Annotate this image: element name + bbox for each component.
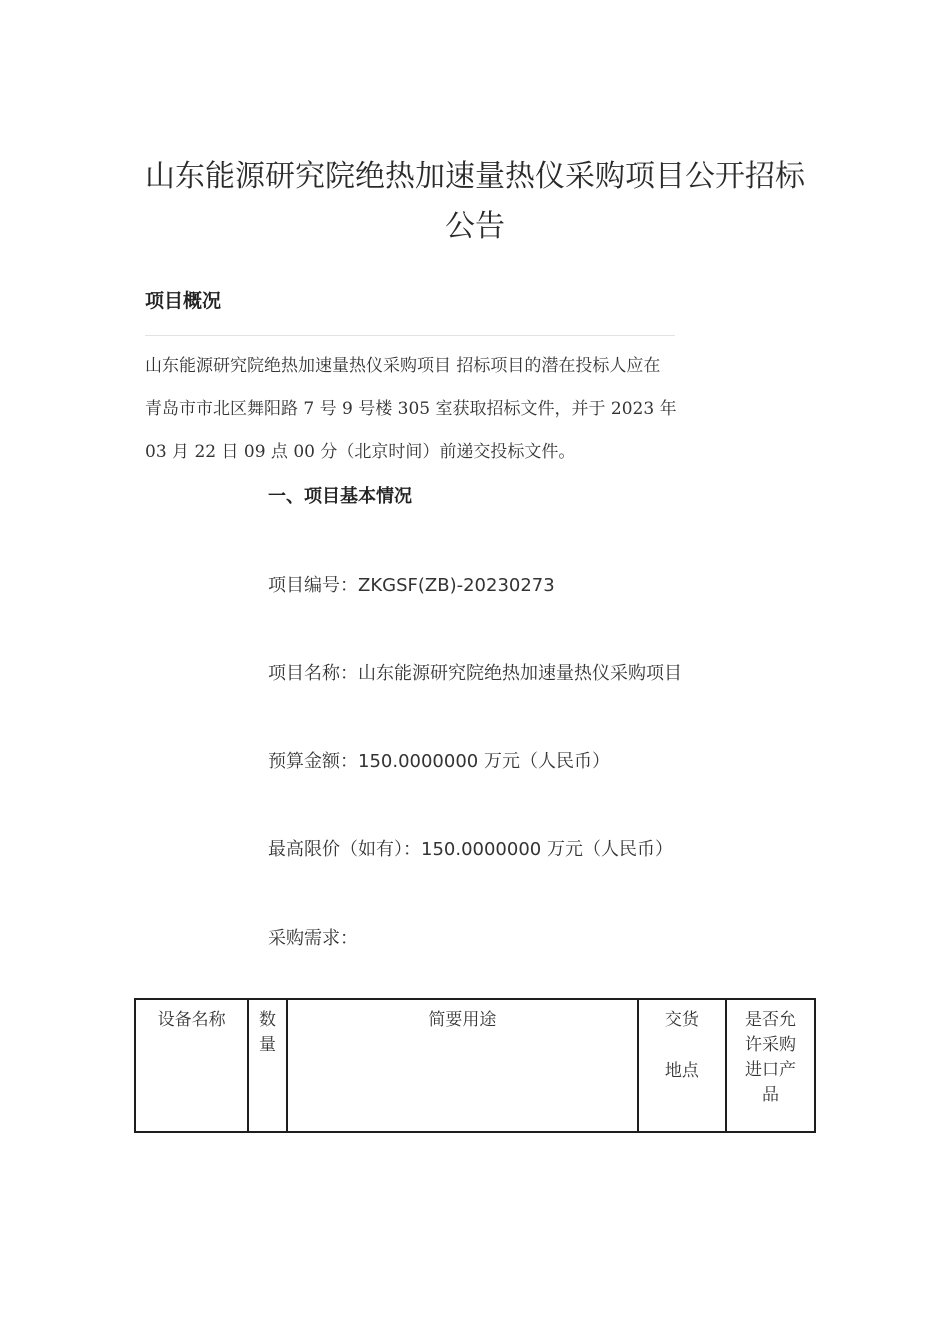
divider	[145, 335, 675, 336]
header-device-name-label: 设备名称	[157, 1010, 226, 1030]
project-name: 项目名称：山东能源研究院绝热加速量热仪采购项目	[268, 663, 682, 684]
requirements-table	[134, 998, 816, 1133]
requirements-label: 采购需求：	[268, 928, 358, 949]
header-delivery-place	[638, 999, 726, 1132]
table-header-row	[135, 999, 815, 1132]
header-delivery-line2: 地点	[664, 1061, 699, 1081]
budget-amount: 预算金额：150.0000000 万元（人民币）	[268, 751, 610, 772]
overview-text: 山东能源研究院绝热加速量热仪采购项目 招标项目的潜在投标人应在青岛市市北区舞阳路 7 号 9 号楼 305 室获取招标文件，并于 2023 年 03 月 22 日 09 点 00 分（北京时间）前递交投标文件。	[145, 356, 677, 462]
header-delivery-line1: 交货	[664, 1010, 699, 1030]
max-price: 最高限价（如有）：150.0000000 万元（人民币）	[268, 839, 673, 860]
header-device-name	[135, 999, 248, 1132]
project-number: 项目编号：ZKGSF(ZB)-20230273	[268, 575, 555, 596]
header-usage-label: 简要用途	[428, 1010, 497, 1030]
section-basic-info-heading: 一、项目基本情况	[268, 486, 412, 507]
header-quantity-label: 数量	[259, 1010, 277, 1055]
header-quantity	[248, 999, 286, 1132]
overview-heading: 项目概况	[145, 290, 222, 312]
header-usage	[287, 999, 638, 1132]
header-import-allowed-label: 是否允许采购进口产品	[744, 1010, 796, 1105]
document-title: 山东能源研究院绝热加速量热仪采购项目公开招标公告	[145, 159, 805, 244]
header-import-allowed	[726, 999, 815, 1132]
